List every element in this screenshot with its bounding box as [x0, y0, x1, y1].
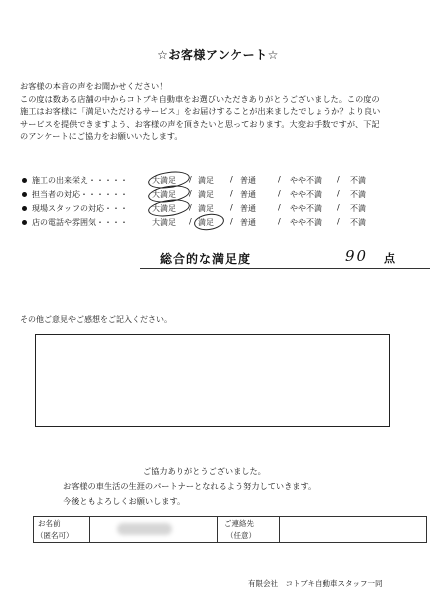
closing-message: お客様の車生活の生涯のパートナーとなれるよう努力していきます。: [63, 481, 317, 491]
contact-label: ご連絡先: [224, 519, 254, 528]
option-separator: /: [337, 189, 340, 198]
overall-underline: [140, 268, 430, 269]
rating-option[interactable]: 大満足: [152, 204, 176, 213]
name-label-cell: [34, 517, 90, 542]
rating-option[interactable]: 普通: [240, 176, 256, 185]
option-separator: /: [230, 217, 233, 226]
rating-option[interactable]: 不満: [350, 190, 366, 199]
option-separator: /: [278, 217, 281, 226]
bullet-icon: [22, 206, 27, 211]
comments-box[interactable]: [35, 334, 390, 427]
option-separator: /: [189, 217, 192, 226]
closing-thanks: ご協力ありがとうございました。: [143, 466, 266, 476]
rating-option[interactable]: 不満: [350, 176, 366, 185]
rating-option[interactable]: 満足: [198, 190, 214, 199]
bullet-icon: [22, 220, 27, 225]
rating-option[interactable]: やや不満: [290, 176, 322, 185]
rating-option[interactable]: 不満: [350, 218, 366, 227]
contact-note: （任意）: [226, 531, 256, 540]
option-separator: /: [278, 203, 281, 212]
rating-option[interactable]: 大満足: [152, 218, 176, 227]
contact-field[interactable]: [280, 517, 426, 542]
survey-title: ☆お客様アンケート☆: [157, 48, 279, 62]
rating-option[interactable]: やや不満: [290, 204, 322, 213]
redacted-name: [117, 523, 172, 535]
rating-option[interactable]: 大満足: [152, 176, 176, 185]
overall-satisfaction-label: 総合的な満足度: [160, 252, 252, 266]
option-separator: /: [337, 203, 340, 212]
option-separator: /: [278, 175, 281, 184]
overall-satisfaction-value[interactable]: 90: [345, 247, 369, 265]
rating-label: 担当者の対応・・・・・・: [32, 190, 128, 199]
option-separator: /: [230, 175, 233, 184]
option-separator: /: [337, 217, 340, 226]
rating-option[interactable]: 満足: [198, 218, 214, 227]
rating-option[interactable]: 大満足: [152, 190, 176, 199]
overall-satisfaction-unit: 点: [384, 252, 395, 265]
option-separator: /: [189, 203, 192, 212]
closing-regards: 今後ともよろしくお願いします。: [63, 496, 186, 506]
option-separator: /: [278, 189, 281, 198]
option-separator: /: [189, 175, 192, 184]
rating-option[interactable]: 普通: [240, 218, 256, 227]
rating-option[interactable]: 満足: [198, 204, 214, 213]
rating-row: [22, 216, 432, 230]
rating-option[interactable]: やや不満: [290, 190, 322, 199]
rating-row: [22, 202, 432, 216]
rating-option[interactable]: 満足: [198, 176, 214, 185]
name-note: （匿名可）: [36, 531, 74, 540]
option-separator: /: [189, 189, 192, 198]
rating-label: 施工の出来栄え・・・・・: [32, 176, 128, 185]
rating-row: [22, 188, 432, 202]
option-separator: /: [337, 175, 340, 184]
company-signature: 有限会社 コトブキ自動車スタッフ一同: [248, 579, 383, 588]
bullet-icon: [22, 192, 27, 197]
rating-option[interactable]: やや不満: [290, 218, 322, 227]
option-separator: /: [230, 189, 233, 198]
option-separator: /: [230, 203, 233, 212]
name-label: お名前: [38, 519, 61, 528]
contact-label-cell: [218, 517, 280, 542]
rating-label: 現場スタッフの対応・・・: [32, 204, 128, 213]
rating-row: [22, 174, 432, 188]
intro-text: お客様の本音の声をお聞かせください！ この度は数ある店舗の中からコトブキ自動車をお選びいただきありがとうございました。この度の 施工はお客様に「満足いただけるサービス」をお届けすることが出来ましたでしょうか？より良い サービスを提供できますよう、お客様の声を頂きたいと思っております。大変お手数ですが、下記 のアンケートにご協力をお願いいたします。: [20, 81, 381, 142]
rating-option[interactable]: 不満: [350, 204, 366, 213]
comments-label: その他ご意見やご感想をご記入ください。: [20, 315, 172, 324]
rating-option[interactable]: 普通: [240, 204, 256, 213]
bullet-icon: [22, 178, 27, 183]
contact-form: [33, 516, 427, 543]
rating-label: 店の電話や雰囲気・・・・: [32, 218, 128, 227]
rating-option[interactable]: 普通: [240, 190, 256, 199]
